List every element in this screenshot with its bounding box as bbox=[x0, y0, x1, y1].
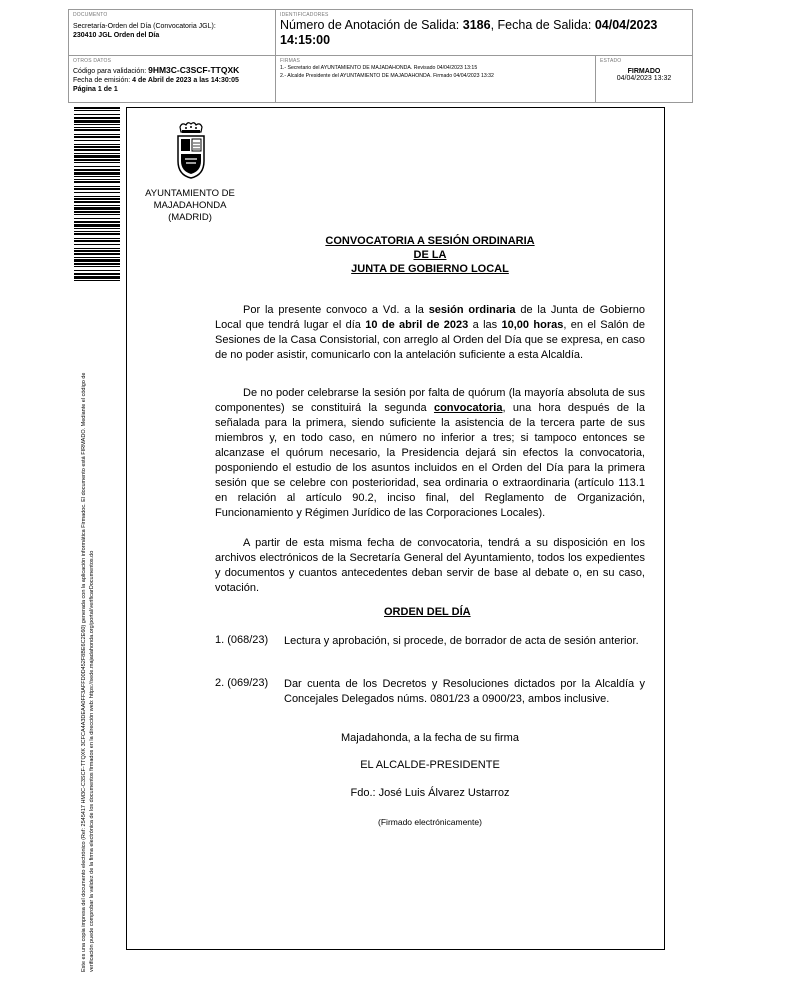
doc-title-line-2: DE LA bbox=[413, 249, 447, 261]
documento-cell bbox=[69, 10, 276, 56]
agenda-item-2-number: 2. (069/23) bbox=[215, 677, 269, 689]
ayto-line-3: (MADRID) bbox=[168, 212, 212, 223]
p2-convocatoria: convocatoria bbox=[433, 402, 503, 414]
documento-caption: DOCUMENTO bbox=[73, 12, 108, 18]
anotacion-mid: , Fecha de Salida: bbox=[490, 18, 595, 32]
anotacion-fecha: 04/04/2023 bbox=[594, 18, 658, 32]
p1-hora: 10,00 horas bbox=[501, 319, 564, 331]
estado-caption: ESTADO bbox=[600, 58, 622, 64]
p1-text-c: de la Junta de Gobierno Local que tendrá lugar el día bbox=[215, 304, 645, 331]
paragraph-quorum bbox=[215, 386, 645, 521]
orden-del-dia-title: ORDEN DEL DÍA bbox=[384, 606, 471, 618]
firma-2: 2.- Alcalde Presidente del AYUNTAMIENTO DE MAJADAHONDA. Firmado 04/04/2023 13:32 bbox=[280, 73, 494, 79]
coat-of-arms-icon bbox=[174, 121, 208, 179]
firma-1: 1.- Secretario del AYUNTAMIENTO DE MAJADAHONDA. Revisado 04/04/2023 13:15 bbox=[280, 65, 478, 71]
page-count: Página 1 de 1 bbox=[73, 86, 118, 93]
estado-status: FIRMADO bbox=[627, 68, 661, 75]
verification-side-text bbox=[80, 292, 96, 972]
identificadores-cell bbox=[276, 10, 692, 56]
otros-caption: OTROS DATOS bbox=[73, 58, 112, 64]
anotacion-prefix: Número de Anotación de Salida: bbox=[280, 18, 463, 32]
doc-title-line-1: CONVOCATORIA A SESIÓN ORDINARIA bbox=[325, 235, 535, 247]
p1-text-g: , en el Salón de Sesiones de la Casa Consistorial, con arreglo al Orden del Día que se expresa, en caso de no poder asistir, comunicarlo con la antelación suficiente a esta Alcaldía. bbox=[215, 319, 645, 361]
identificadores-caption: IDENTIFICADORES bbox=[280, 12, 329, 18]
emision-date: 4 de Abril de 2023 a las 14:30:05 bbox=[132, 77, 239, 84]
agenda-item-1-text: Lectura y aprobación, si procede, de borrador de acta de sesión anterior. bbox=[284, 635, 639, 647]
emision-label: Fecha de emisión: bbox=[73, 77, 133, 84]
ayuntamiento-name bbox=[140, 188, 240, 224]
side-text-line2: verificación puede comprobar la validez de la firma electrónica de los documentos firmados en la dirección web: https://sede.majadahonda.org/portal/verificarDocumentos.do bbox=[89, 550, 95, 972]
p1-sesion-ordinaria: sesión ordinaria bbox=[428, 304, 516, 316]
anotacion-hora: 14:15:00 bbox=[280, 33, 331, 47]
codigo-validacion: 9HM3C-C3SCF-TTQXK bbox=[148, 65, 240, 75]
firmas-caption: FIRMAS bbox=[280, 58, 301, 64]
p1-fecha: 10 de abril de 2023 bbox=[365, 319, 469, 331]
documento-line2: 230410 JGL Orden del Día bbox=[73, 32, 160, 39]
doc-title-line-3: JUNTA DE GOBIERNO LOCAL bbox=[351, 263, 509, 275]
ayto-line-1: AYUNTAMIENTO DE bbox=[145, 188, 235, 199]
paragraph-convocatoria bbox=[215, 303, 645, 363]
p2-text-a: De no poder celebrarse la sesión por falta de quórum (la mayoría absoluta de sus componentes) se constituirá la segunda bbox=[215, 387, 645, 414]
agenda-item-2-text: Dar cuenta de los Decretos y Resoluciones dictados por la Alcaldía y Concejales Delegados núms. 0801/23 a 0900/23, ambos inclusive. bbox=[284, 678, 645, 705]
firma-nombre: Fdo.: José Luis Álvarez Ustarroz bbox=[350, 787, 510, 799]
p1-text-a: Por la presente convoco a Vd. a la bbox=[243, 304, 429, 316]
barcode-image bbox=[74, 107, 120, 282]
estado-cell bbox=[596, 56, 692, 102]
ayto-line-2: MAJADAHONDA bbox=[153, 200, 227, 211]
lugar-fecha: Majadahonda, a la fecha de su firma bbox=[341, 732, 519, 744]
paragraph-disposicion: A partir de esta misma fecha de convocatoria, tendrá a su disposición en los archivos electrónicos de la Secretaría General del Ayuntamiento, todos los expedientes y documentos y cuantos antecedentes deban servir de base al debate o, en su caso, votación. bbox=[215, 537, 645, 594]
firma-electronica-nota: (Firmado electrónicamente) bbox=[378, 817, 482, 827]
cargo-firmante: EL ALCALDE-PRESIDENTE bbox=[360, 759, 500, 771]
side-text-line1: Este es una copia impresa del documento electrónico (Ref: 2545417 HM3C-C3SCF-TTQXK 3CFCA4A3DEAA0FF3AFFD0D452F8BE6C2E60) generada con la aplicación informática Firmadoc. El documento está FIRMADO. Mediante el código de bbox=[81, 372, 87, 972]
document-metadata-header bbox=[68, 9, 693, 103]
p2-text-c: , una hora después de la señalada para la primera, siendo suficiente la asistencia de la tercera parte de sus miembros y, en todo caso, en número no inferior a tres; si tampoco entonces se alcanzase el quórum necesario, la Presidencia dejará sin efectos la convocatoria, posponiendo el estudio de los asuntos incluidos en el Orden del Día para la primera sesión que se celebre con posterioridad, sea ordinaria o extraordinaria (artículo 113.1 en relación al artículo 90.2, inciso final, del Reglamento de Organización, Funcionamiento y Régimen Jurídico de las Corporaciones Locales). bbox=[215, 402, 645, 519]
documento-line1: Secretaría-Orden del Día (Convocatoria JGL): bbox=[73, 23, 216, 30]
otros-datos-cell bbox=[69, 56, 276, 102]
estado-date: 04/04/2023 13:32 bbox=[616, 75, 672, 82]
agenda-item-1-number: 1. (068/23) bbox=[215, 634, 269, 646]
p1-text-e: a las bbox=[468, 319, 502, 331]
codigo-label: Código para validación: bbox=[73, 68, 149, 75]
firmas-cell bbox=[276, 56, 596, 102]
anotacion-numero: 3186 bbox=[462, 18, 491, 32]
